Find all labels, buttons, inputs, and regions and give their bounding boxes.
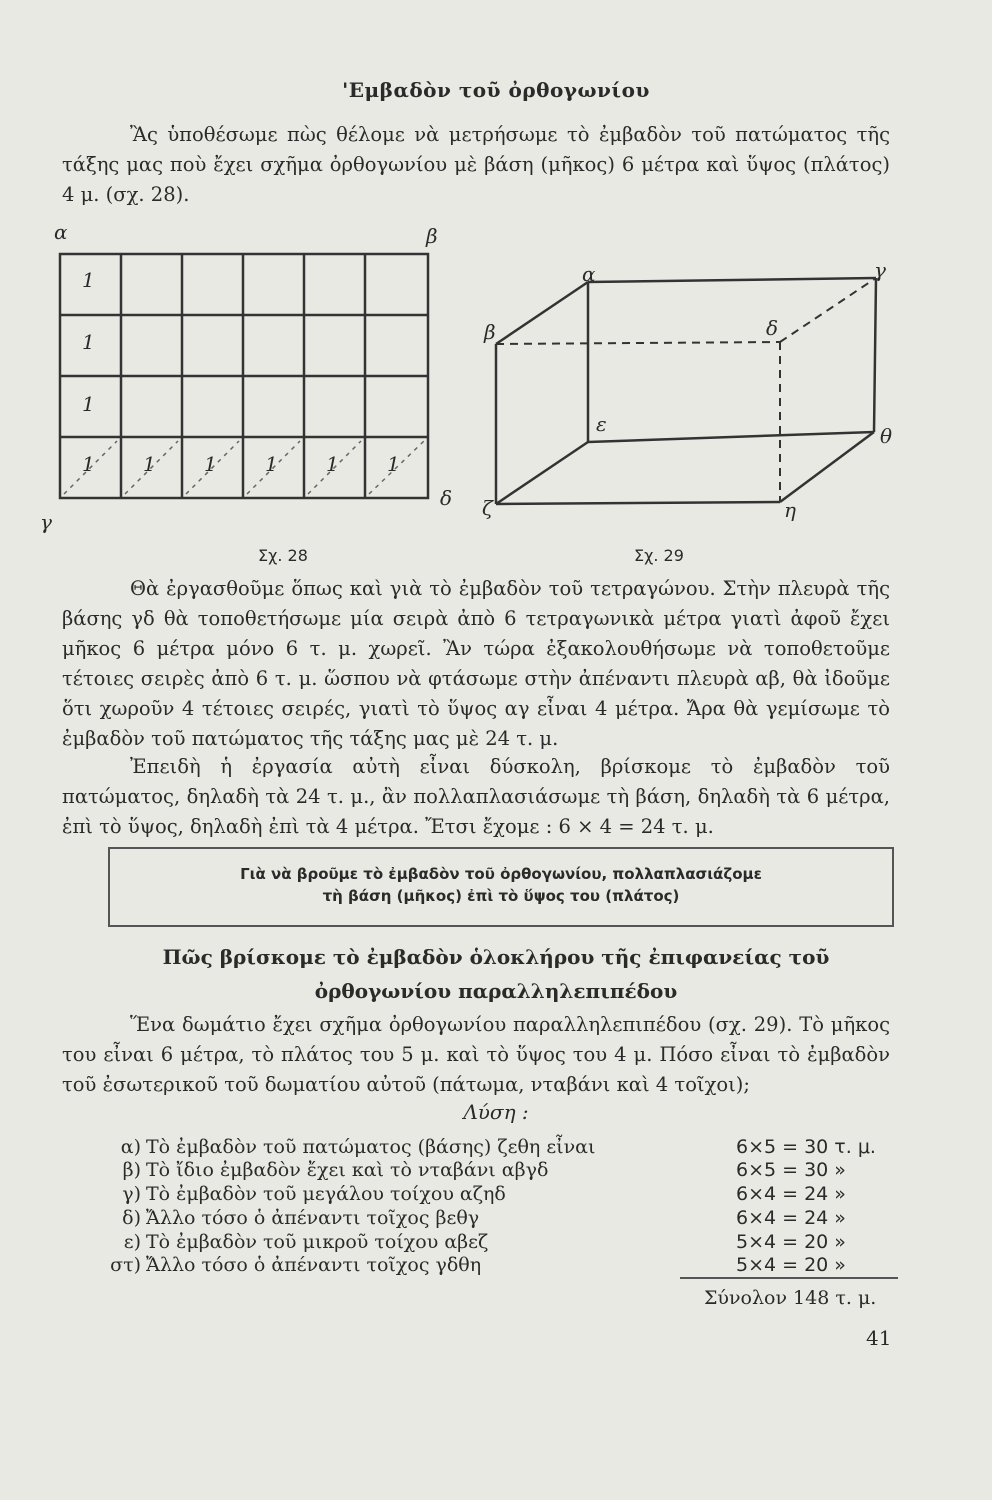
paragraph-2: Θὰ ἐργασθοῦμε ὅπως καὶ γιὰ τὸ ἐμβαδὸν τοῦ τετραγώνου. Στὴν πλευρὰ τῆς βάσης γδ θὰ τοποθετήσωμε μία σειρὰ ἀπὸ 6 τετραγωνικὰ μέτρα γιατὶ ἀφοῦ ἔχει μῆκος 6 μέτρα μόνο 6 τ. μ. χωρεῖ. Ἂν τώρα ἐξακολουθήσωμε νὰ τοποθετοῦμε τέτοιες σειρὲς ἀπὸ 6 τ. μ. ὥσπου νὰ φτάσωμε στὴν ἀπέναντι πλευρὰ αβ, θὰ ἰδοῦμε ὅτι χωροῦν 4 τέτοιες σειρές, γιατὶ τὸ ὕψος αγ εἶναι 4 μέτρα. Ἄρα θὰ γεμίσωμε τὸ ἐμβαδὸν τοῦ πατώματος τῆς τάξης μας μὲ 24 τ. μ.: [62, 577, 890, 750]
sum-rule-line: [680, 1277, 898, 1279]
solution-row: [86, 1231, 906, 1253]
row-calc: 6×5 = 30 τ. μ.: [736, 1136, 876, 1158]
solution-row: [86, 1207, 906, 1229]
fig28-cell-label: 1: [143, 452, 156, 476]
fig28-cell-label: 1: [387, 452, 400, 476]
row-text: Τὸ ἴδιο ἐμβαδὸν ἔχει καὶ τὸ νταβάνι αβγδ: [146, 1159, 549, 1181]
row-calc: 6×4 = 24 »: [736, 1183, 846, 1205]
fig28-cell-label: 1: [326, 452, 339, 476]
fig29-label-d: δ: [766, 316, 779, 340]
row-text: Τὸ ἐμβαδὸν τοῦ πατώματος (βάσης) ζεθη εἶναι: [146, 1136, 596, 1158]
fig29-label-z: ζ: [482, 496, 493, 520]
fig28-corner-b: β: [426, 224, 438, 248]
row-mark: β): [122, 1159, 141, 1181]
fig28-cell-label: 1: [82, 268, 95, 292]
fig29-label-th: θ: [880, 424, 893, 448]
fig28-cell-label: 1: [82, 452, 95, 476]
row-mark: α): [120, 1136, 141, 1158]
figure-28-grid: [52, 228, 452, 558]
fig29-label-a: α: [582, 262, 596, 286]
fig28-cell-label: 1: [265, 452, 278, 476]
fig29-label-h: η: [784, 498, 796, 522]
section-heading: [0, 940, 992, 1008]
fig29-label-g: γ: [874, 258, 886, 282]
page-title: 'Εμβαδὸν τοῦ ὀρθογωνίου: [342, 78, 650, 102]
fig29-label-e: ε: [596, 412, 607, 436]
row-calc: 6×4 = 24 »: [736, 1207, 846, 1229]
solution-row: [86, 1254, 906, 1276]
row-calc: 5×4 = 20 »: [736, 1231, 846, 1253]
row-text: Ἄλλο τόσο ὁ ἀπέναντι τοῖχος βεθγ: [146, 1207, 480, 1229]
fig28-cell-label: 1: [204, 452, 217, 476]
total-value: Σύνολον 148 τ. μ.: [704, 1287, 877, 1309]
row-mark: γ): [122, 1183, 141, 1205]
rule-box: [108, 847, 894, 927]
row-mark: στ): [110, 1254, 141, 1276]
row-text: Τὸ ἐμβαδὸν τοῦ μεγάλου τοίχου αζηδ: [146, 1183, 506, 1205]
fig28-corner-a: α: [54, 220, 68, 244]
row-mark: δ): [122, 1207, 141, 1229]
intro-paragraph: Ἂς ὑποθέσωμε πὼς θέλομε νὰ μετρήσωμε τὸ ἐμβαδὸν τοῦ πατώματος τῆς τάξης μας ποὺ ἔχει σχῆμα ὀρθογωνίου μὲ βάση (μῆκος) 6 μέτρα καὶ ὕψος (πλάτος) 4 μ. (σχ. 28).: [62, 123, 890, 206]
fig28-cell-label: 1: [82, 392, 95, 416]
row-mark: ε): [123, 1231, 141, 1253]
figure-29-caption: Σχ. 29: [634, 546, 684, 565]
row-text: Ἄλλο τόσο ὁ ἀπέναντι τοῖχος γδθη: [146, 1254, 482, 1276]
figure-28-caption: Σχ. 28: [258, 546, 308, 565]
solution-row: [86, 1183, 906, 1205]
solution-row: [86, 1136, 906, 1158]
fig29-label-b: β: [484, 320, 496, 344]
rule-line-1: Γιὰ νὰ βροῦμε τὸ ἐμβαδὸν τοῦ ὀρθογωνίου, πολλαπλασιάζομε: [240, 865, 762, 883]
solution-label: Λύση :: [463, 1100, 529, 1124]
fig28-cell-label: 1: [82, 330, 95, 354]
figure-29-box: [480, 260, 900, 530]
solution-row: [86, 1159, 906, 1181]
section-heading-line-1: Πῶς βρίσκομε τὸ ἐμβαδὸν ὁλοκλήρου τῆς ἐπιφανείας τοῦ: [162, 945, 830, 969]
page-number: 41: [866, 1326, 892, 1350]
problem-paragraph: Ἕνα δωμάτιο ἔχει σχῆμα ὀρθογωνίου παραλληλεπιπέδου (σχ. 29). Τὸ μῆκος του εἶναι 6 μέτρα, τὸ πλάτος του 5 μ. καὶ τὸ ὕψος του 4 μ. Πόσο εἶναι τὸ ἐμβαδὸν τοῦ ἐσωτερικοῦ τοῦ δωματίου αὐτοῦ (πάτωμα, νταβάνι καὶ 4 τοῖχοι);: [62, 1013, 890, 1096]
row-calc: 5×4 = 20 »: [736, 1254, 846, 1276]
fig28-corner-d: δ: [440, 486, 453, 510]
row-text: Τὸ ἐμβαδὸν τοῦ μικροῦ τοίχου αβεζ: [146, 1231, 489, 1253]
section-heading-line-2: ὀρθογωνίου παραλληλεπιπέδου: [314, 979, 678, 1003]
rule-line-2: τὴ βάση (μῆκος) ἐπὶ τὸ ὕψος του (πλάτος): [322, 887, 680, 905]
paragraph-3: Ἐπειδὴ ἡ ἐργασία αὐτὴ εἶναι δύσκολη, βρίσκομε τὸ ἐμβαδὸν τοῦ πατώματος, δηλαδὴ τὰ 24 τ. μ., ἂν πολλαπλασιάσωμε τὴ βάση, δηλαδὴ τὰ 6 μέτρα, ἐπὶ τὸ ὕψος, δηλαδὴ ἐπὶ τὰ 4 μέτρα. Ἔτσι ἔχομε : 6 × 4 = 24 τ. μ.: [62, 755, 890, 838]
fig28-corner-g: γ: [40, 510, 52, 534]
row-calc: 6×5 = 30 »: [736, 1159, 846, 1181]
